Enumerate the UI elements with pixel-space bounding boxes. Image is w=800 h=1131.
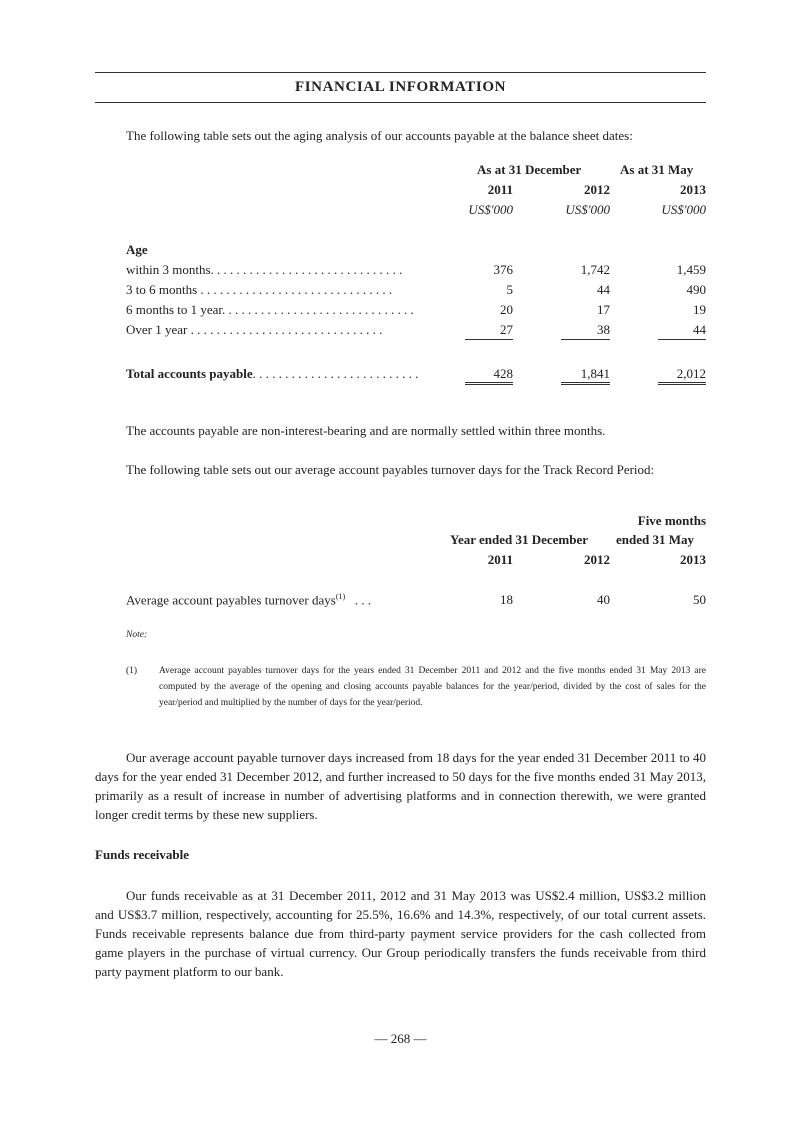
total-row-value: 1,841 (580, 366, 610, 381)
aging-section-label: Age (126, 242, 148, 257)
table-row-value: 1,459 (676, 262, 706, 277)
header-top-rule (95, 72, 706, 73)
note-text: Average account payables turnover days for the years ended 31 December 2011 and 2012 and the five months ended 31 May 2013 are computed by the average of the opening and closing accounts payable balances for the year/period, divided by the cost of sales for the year/period and multiplied by the number of days for the year/period. (159, 666, 706, 708)
turnover-year-2011: 2011 (487, 552, 513, 567)
page-number: — 268 — (374, 1031, 427, 1046)
aging-year-2011: 2011 (487, 182, 513, 197)
turnover-value-2013: 50 (693, 592, 706, 607)
subtotal-underline (658, 339, 706, 340)
turnover-header-five-months: Five months (637, 513, 706, 528)
aging-group-header-december: As at 31 December (477, 162, 582, 177)
turnover-header-year-ended: Year ended 31 December (450, 532, 589, 547)
table-row-value: 38 (597, 322, 610, 337)
table-row-value: 44 (597, 282, 610, 297)
turnover-header-ended-may: ended 31 May (616, 532, 694, 547)
turnover-value-2012: 40 (597, 592, 610, 607)
aging-year-2013: 2013 (680, 182, 706, 197)
aging-group-header-may: As at 31 May (620, 162, 694, 177)
turnover-value-2011: 18 (500, 592, 513, 607)
total-row-label: Total accounts payable. . . . . . . . . . . . . . . . . . . . . . . . . . (126, 366, 419, 381)
table-row-value: 44 (693, 322, 706, 337)
subtotal-underline (561, 339, 610, 340)
page-title: FINANCIAL INFORMATION (294, 79, 507, 95)
aging-unit-2012: US$'000 (565, 202, 610, 217)
table-row-label: 3 to 6 months . . . . . . . . . . . . . . . . . . . . . . . . . . . . . . (126, 282, 393, 297)
table-row-value: 1,742 (580, 262, 610, 277)
turnover-intro-paragraph: The following table sets out our average account payables turnover days for the Track Record Period: (126, 462, 655, 477)
note-marker: (1) (126, 666, 138, 676)
aging-unit-2011: US$'000 (468, 202, 513, 217)
aging-unit-2013: US$'000 (661, 202, 706, 217)
aging-year-2012: 2012 (584, 182, 610, 197)
intro-aging-paragraph: The following table sets out the aging analysis of our accounts payable at the balance sheet dates: (126, 128, 633, 143)
footnote-marker: (1) (335, 592, 346, 601)
table-row-label: within 3 months. . . . . . . . . . . . . . . . . . . . . . . . . . . . . . (126, 262, 403, 277)
subtotal-underline (465, 339, 513, 340)
table-row-label: 6 months to 1 year. . . . . . . . . . . . . . . . . . . . . . . . . . . . . . (126, 302, 414, 317)
total-row-value: 2,012 (676, 366, 706, 381)
table-row-value: 19 (693, 302, 706, 317)
turnover-row-label: Average account payables turnover days$^{(1)}$ . . . (126, 592, 372, 608)
funds-receivable-paragraph: Our funds receivable as at 31 December 2011, 2012 and 31 May 2013 was US$2.4 million, US$3.2 million and US$3.7 million, respectively, accounting for 25.5%, 16.6% and 14.3%, respectively, of our total current assets. Funds receivable represents balance due from third-party payment service providers for the cash collected from game players in the purchase of virtual currency. Our Group periodically transfers the funds receivable from third party payment platform to our bank. (95, 888, 706, 979)
turnover-increase-paragraph: Our average account payable turnover days increased from 18 days for the year ended 31 December 2011 to 40 days for the year ended 31 December 2012, and further increased to 50 days for the five months ended 31 May 2013, primarily as a result of increase in number of advertising platforms and in connection therewith, we were granted longer credit terms by these new suppliers. (95, 750, 706, 822)
table-row-value: 376 (493, 262, 513, 277)
table-row-value: 17 (597, 302, 610, 317)
table-row-value: 490 (686, 282, 706, 297)
total-double-underline (561, 382, 610, 385)
funds-receivable-heading: Funds receivable (95, 847, 190, 862)
table-row-value: 27 (500, 322, 513, 337)
turnover-year-2013: 2013 (680, 552, 706, 567)
table-row-label: Over 1 year . . . . . . . . . . . . . . . . . . . . . . . . . . . . . . (126, 322, 383, 337)
note-heading: Note: (126, 630, 148, 640)
table-row-value: 5 (506, 282, 513, 297)
turnover-year-2012: 2012 (584, 552, 610, 567)
total-double-underline (465, 382, 513, 385)
header-bottom-rule (95, 102, 706, 103)
total-row-value: 428 (493, 366, 513, 381)
total-double-underline (658, 382, 706, 385)
non-interest-paragraph: The accounts payable are non-interest-bearing and are normally settled within three months. (126, 423, 606, 438)
table-row-value: 20 (500, 302, 513, 317)
